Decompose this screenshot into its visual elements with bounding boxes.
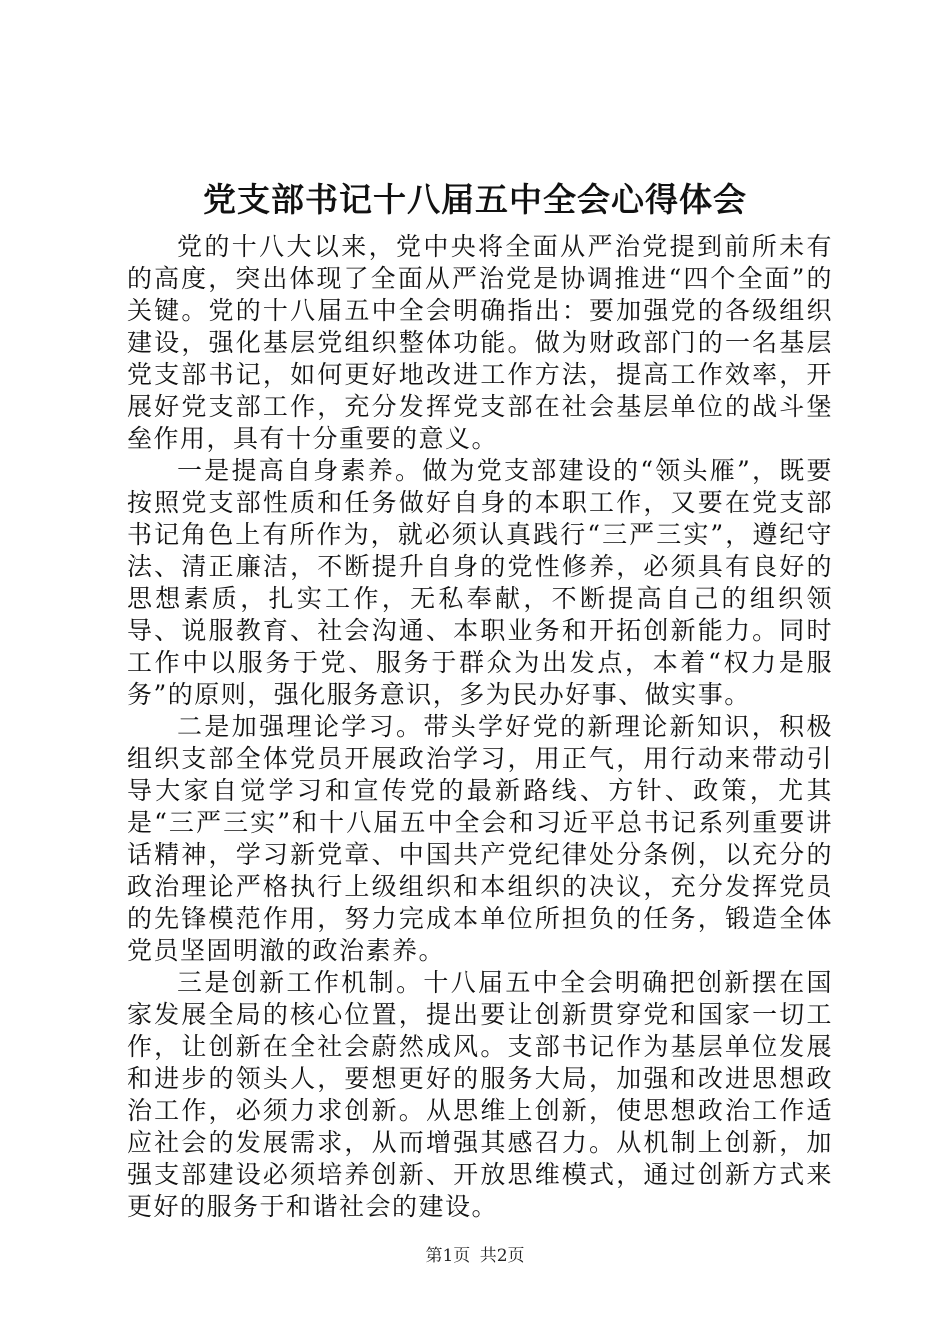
paragraph-point-three: 三是创新工作机制。十八届五中全会明确把创新摆在国家发展全局的核心位置，提出要让创新贯穿党和国家一切工作，让创新在全社会蔚然成风。支部书记作为基层单位发展和进步的领头人，要想更好的服务大局，加强和改进思想政治工作，必须力求创新。从思维上创新，使思想政治工作适应社会的发展需求，从而增强其感召力。从机制上创新，加强支部建设必须培养创新、开放思维模式，通过创新方式来更好的服务于和谐社会的建设。 xyxy=(127,968,833,1221)
paragraph-point-one: 一是提高自身素养。做为党支部建设的“领头雁”，既要按照党支部性质和任务做好自身的本职工作，又要在党支部书记角色上有所作为，就必须认真践行“三严三实”，遵纪守法、清正廉洁，不断提升自身的党性修养，必须具有良好的思想素质，扎实工作，无私奉献，不断提高自己的组织领导、说服教育、社会沟通、本职业务和开拓创新能力。同时工作中以服务于党、服务于群众为出发点，本着“权力是服务”的原则，强化服务意识，多为民办好事、做实事。 xyxy=(127,456,833,709)
page-number: 第1页 xyxy=(425,1246,471,1266)
page-total: 共2页 xyxy=(479,1246,525,1266)
paragraph-intro: 党的十八大以来，党中央将全面从严治党提到前所未有的高度，突出体现了全面从严治党是协调推进“四个全面”的关键。党的十八届五中全会明确指出：要加强党的各级组织建设，强化基层党组织整体功能。做为财政部门的一名基层党支部书记，如何更好地改进工作方法，提高工作效率，开展好党支部工作，充分发挥党支部在社会基层单位的战斗堡垒作用，具有十分重要的意义。 xyxy=(127,232,833,453)
document-body xyxy=(127,231,833,1223)
paragraph-point-two: 二是加强理论学习。带头学好党的新理论新知识，积极组织支部全体党员开展政治学习，用正气，用行动来带动引导大家自觉学习和宣传党的最新路线、方针、政策，尤其是“三严三实”和十八届五中全会和习近平总书记系列重要讲话精神，学习新党章、中国共产党纪律处分条例，以充分的政治理论严格执行上级组织和本组织的决议，充分发挥党员的先锋模范作用，努力完成本单位所担负的任务，锻造全体党员坚固明澈的政治素养。 xyxy=(127,712,833,965)
page-footer xyxy=(0,1244,950,1268)
document-title: 党支部书记十八届五中全会心得体会 xyxy=(203,180,747,219)
